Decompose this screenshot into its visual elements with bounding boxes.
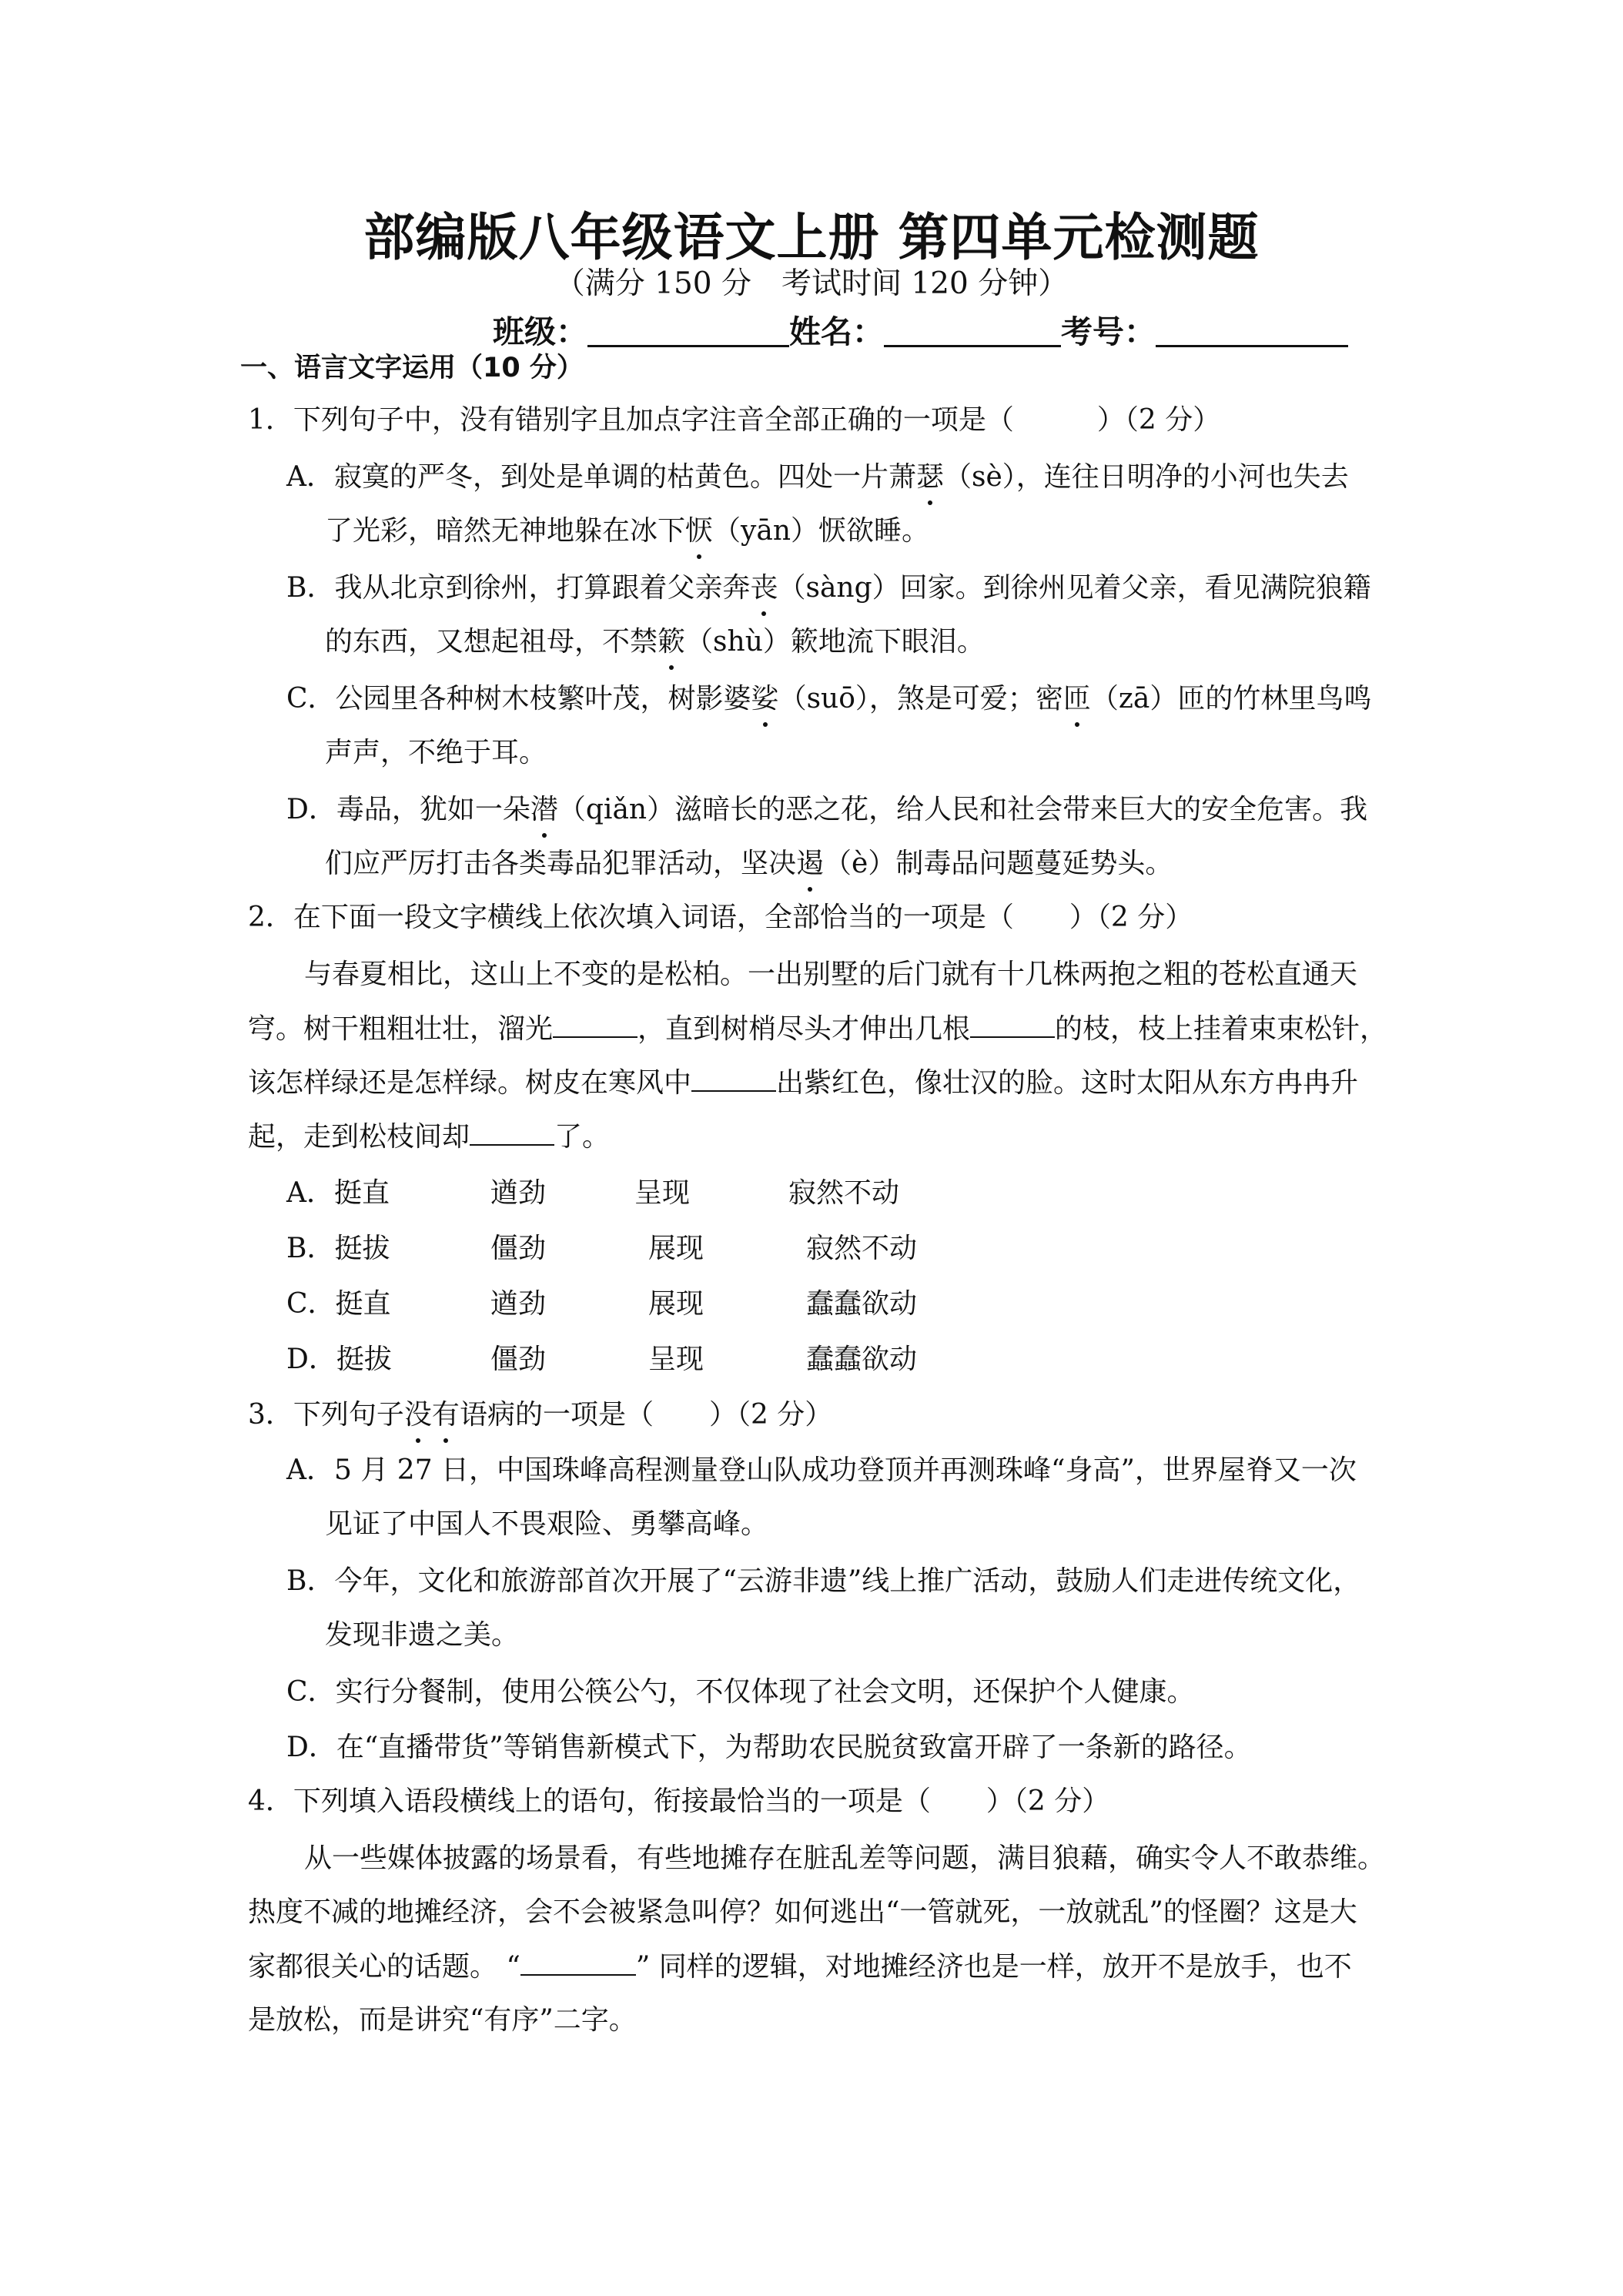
class-label: 班级： xyxy=(493,313,587,350)
number-label: 考号： xyxy=(1061,313,1156,350)
q1-option-a-line2: 了光彩，暗然无神地躲在冰下恹（yān）恹欲睡。 xyxy=(325,513,929,550)
name-field[interactable] xyxy=(884,314,1061,347)
q1-option-b-line2: 的东西，又想起祖母，不禁簌（shù）簌地流下眼泪。 xyxy=(325,624,985,661)
q3-option-c[interactable]: C．实行分餐制，使用公筷公勺，不仅体现了社会文明，还保护个人健康。 xyxy=(286,1676,1195,1708)
blank-5[interactable] xyxy=(520,1948,636,1976)
q4-passage-line2: 热度不减的地摊经济，会不会被紧急叫停？如何逃出“一管就死，一放就乱”的怪圈？这是大 xyxy=(248,1896,1357,1928)
q1-option-d-line2: 们应严厉打击各类毒品犯罪活动，坚决遏（è）制毒品问题蔓延势头。 xyxy=(325,845,1173,882)
q2-option-c[interactable]: C．挺直 遒劲 展现 蠢蠢欲动 xyxy=(286,1288,918,1320)
q2-passage-line3: 该怎样绿还是怎样绿。树皮在寒风中 出紫红色，像壮汉的脸。这时太阳从东方冉冉升 xyxy=(248,1064,1358,1102)
question-1-stem: 1．下列句子中，没有错别字且加点字注音全部正确的一项是（ ）（2 分） xyxy=(248,404,1221,436)
question-2-stem: 2．在下面一段文字横线上依次填入词语，全部恰当的一项是（ ）（2 分） xyxy=(248,902,1193,933)
q3-option-a-line1[interactable]: A．5 月 27 日，中国珠峰高程测量登山队成功登顶并再测珠峰“身高”，世界屋脊又一次 xyxy=(286,1454,1357,1486)
q4-passage-line3: 家都很关心的话题。 “ ” 同样的逻辑，对地摊经济也是一样，放开不是放手，也不 xyxy=(248,1948,1352,1986)
q1-option-b-line1[interactable]: B．我从北京到徐州，打算跟着父亲奔丧（sàng）回家。到徐州见着父亲，看见满院狼籍 xyxy=(286,570,1371,607)
q3-option-d[interactable]: D．在“直播带货”等销售新模式下，为帮助农民脱贫致富开辟了一条新的路径。 xyxy=(286,1732,1252,1763)
q4-passage-line1: 从一些媒体披露的场景看，有些地摊存在脏乱差等问题，满目狼藉，确实令人不敢恭维。 xyxy=(304,1842,1386,1874)
page-title: 部编版八年级语文上册 第四单元检测题 xyxy=(363,208,1260,267)
class-field[interactable] xyxy=(587,314,789,347)
blank-3[interactable] xyxy=(691,1064,776,1092)
q1-option-d-line1[interactable]: D．毒品，犹如一朵潜（qiǎn）滋暗长的恶之花，给人民和社会带来巨大的安全危害。我 xyxy=(286,792,1367,828)
blank-1[interactable] xyxy=(553,1010,637,1038)
q1-option-c-line1[interactable]: C．公园里各种树木枝繁叶茂，树影婆娑（suō），煞是可爱；密匝（zā）匝的竹林里鸟鸣 xyxy=(286,681,1371,718)
blank-4[interactable] xyxy=(470,1118,554,1146)
q2-option-a[interactable]: A．挺直 遒劲 呈现 寂然不动 xyxy=(286,1177,900,1209)
number-field[interactable] xyxy=(1156,314,1348,347)
q2-passage-line1: 与春夏相比，这山上不变的是松柏。一出别墅的后门就有十几株两抱之粗的苍松直通天 xyxy=(304,959,1358,990)
q2-passage-line2: 穹。树干粗粗壮壮，溜光 ，直到树梢尽头才伸出几根 的枝，枝上挂着束束松针， xyxy=(248,1010,1387,1048)
question-3-stem: 3．下列句子没有语病的一项是（ ）（2 分） xyxy=(248,1397,832,1434)
q2-option-d[interactable]: D．挺拔 僵劲 呈现 蠢蠢欲动 xyxy=(286,1344,918,1375)
q3-option-a-line2: 见证了中国人不畏艰险、勇攀高峰。 xyxy=(325,1508,769,1540)
q4-passage-line4: 是放松，而是讲究“有序”二字。 xyxy=(248,2004,637,2036)
q3-option-b-line1[interactable]: B．今年，文化和旅游部首次开展了“云游非遗”线上推广活动，鼓励人们走进传统文化， xyxy=(286,1565,1361,1597)
name-label: 姓名： xyxy=(789,313,884,350)
q2-option-b[interactable]: B．挺拔 僵劲 展现 寂然不动 xyxy=(286,1233,918,1264)
section-heading: 一、语言文字运用（10 分） xyxy=(240,353,584,383)
question-4-stem: 4．下列填入语段横线上的语句，衔接最恰当的一项是（ ）（2 分） xyxy=(248,1786,1110,1817)
q3-option-b-line2: 发现非遗之美。 xyxy=(325,1619,520,1651)
exam-subtitle: （满分 150 分 考试时间 120 分钟） xyxy=(554,266,1069,301)
q1-option-a-line1[interactable]: A．寂寞的严冬，到处是单调的枯黄色。四处一片萧瑟（sè），连往日明净的小河也失去 xyxy=(286,459,1349,496)
blank-2[interactable] xyxy=(970,1010,1055,1038)
student-info-row xyxy=(493,306,1432,352)
q1-option-c-line2: 声声，不绝于耳。 xyxy=(325,737,547,768)
q2-passage-line4: 起，走到松枝间却 了。 xyxy=(248,1118,610,1156)
